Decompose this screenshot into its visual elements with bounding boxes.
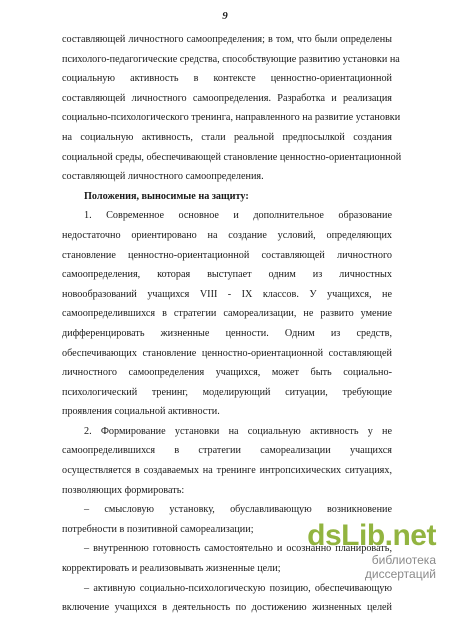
- page-number: 9: [222, 10, 228, 22]
- section-heading: Положения, выносимые на защиту:: [84, 190, 249, 202]
- text-line: проявления социальной активности.: [62, 406, 220, 418]
- text-line: корректировать и реализовывать жизненные цели;: [62, 563, 281, 575]
- watermark-logo: dsLib.net: [307, 519, 436, 552]
- text-line: составляющей личностного самоопределения; в том, что были определены: [62, 34, 392, 45]
- text-line: осуществляется в создаваемых на тренинге интропсихических ситуациях,: [62, 465, 392, 477]
- text-line: составляющей личностного самоопределения.: [62, 171, 264, 183]
- text-line: личностного самоопределения учащихся, может быть социально-: [62, 367, 392, 379]
- text-line: новообразований учащихся VIII - IX классов. У учащихся, не: [62, 288, 392, 300]
- text-line: самоопределения, которая выступает одним из личностных: [62, 269, 392, 281]
- text-line: обеспечивающих становление ценностно-ориентационной составляющей: [62, 347, 392, 359]
- text-line: потребности в позитивной самореализации;: [62, 523, 254, 535]
- list-item-line: – внутреннюю готовность самостоятельно и осознанно планировать,: [84, 543, 392, 555]
- text-line: самоопределившихся в стратегии самореализации учащихся: [62, 445, 392, 457]
- text-line: 2. Формирование установки на социальную активность у не: [84, 425, 392, 437]
- text-line: социальной среды, обеспечивающей становление ценностно-ориентационной: [62, 151, 402, 163]
- text-line: психолого-педагогические средства, способствующие развитию установки на: [62, 53, 400, 65]
- text-line: самоопределившихся в стратегии самореализации, не развито умение: [62, 308, 392, 320]
- watermark: [306, 519, 436, 581]
- text-line: включение учащихся в деятельность по достижению жизненных целей: [62, 602, 392, 614]
- text-line: составляющей личностного самоопределения. Разработка и реализация: [62, 92, 392, 104]
- watermark-caption: библиотека диссертаций: [364, 553, 436, 581]
- text-line: недостаточно ориентировано на создание условий, определяющих: [62, 229, 392, 241]
- text-line: 1. Современное основное и дополнительное образование: [84, 210, 392, 222]
- text-line: психологический тренинг, моделирующий ситуации, требующие: [62, 386, 392, 398]
- list-item-line: – активную социально-психологическую позицию, обеспечивающую: [84, 582, 392, 594]
- text-line: социальную активность в контексте ценностно-ориентационной: [62, 73, 392, 85]
- text-line: социально-психологического тренинга, направленного на развитие установки: [62, 112, 401, 124]
- text-line: дифференцировать жизненные ценности. Одним из средств,: [62, 327, 392, 339]
- text-line: позволяющих формировать:: [62, 484, 185, 496]
- text-line: на социальную активность, стали реальной предпосылкой создания: [62, 131, 392, 143]
- list-item-line: – смысловую установку, обуславливающую возникновение: [84, 504, 392, 516]
- text-line: становление ценностно-ориентационной составляющей личностного: [62, 249, 392, 261]
